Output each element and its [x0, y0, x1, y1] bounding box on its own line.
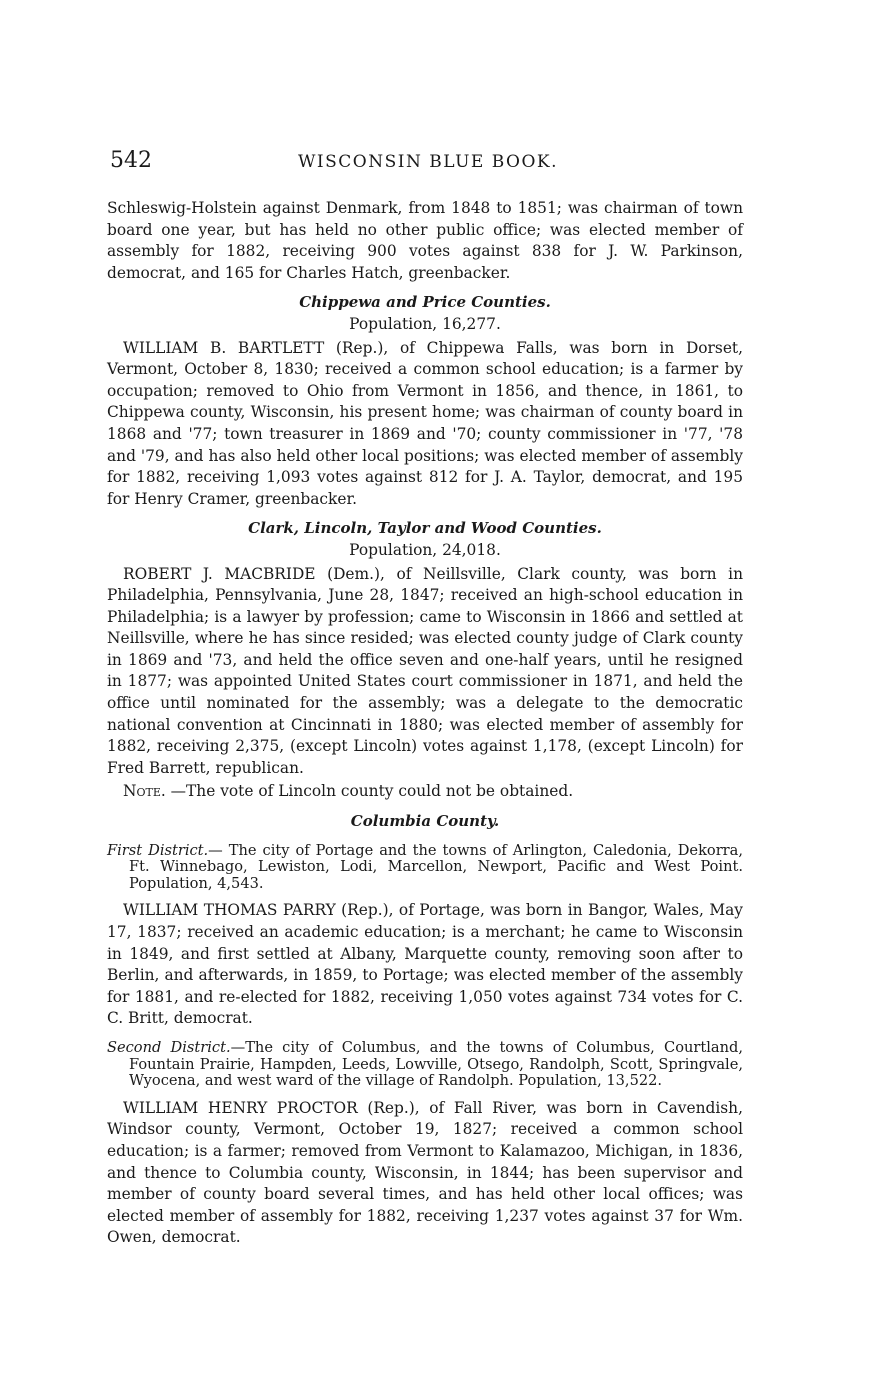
biography-bartlett: WILLIAM B. BARTLETT (Rep.), of Chippewa Falls, was born in Dorset, Vermont, October 8, 1830; received a common school education; is a farmer by occupation; removed to Ohio from Vermont in 1856, and thence, in 1861, to Chippewa county, Wisconsin, his present home; was chairman of county board in 1868 and '77; town treasurer in 1869 and '70; county commissioner in '77, '78 and '79, and has also held other local positions; was elected member of assembly for 1882, receiving 1,093 votes against 812 for J. A. Taylor, democrat, and 195 for Henry Cramer, greenbacker.: [107, 338, 743, 508]
running-title: WISCONSIN BLUE BOOK.: [297, 152, 559, 172]
note: [107, 781, 743, 803]
page-number: 542: [110, 148, 152, 173]
district-first-text: — The city of Portage and the towns of Arlington, Caledonia, Dekorra, Ft. Winnebago, Lewiston, Lodi, Marcellon, Newport, Pacific and West Point. Population, 4,543.: [129, 841, 743, 892]
section-heading-columbia: Columbia County.: [350, 812, 500, 831]
population-chippewa: Population, 16,277.: [349, 314, 501, 333]
district-first: [107, 843, 743, 893]
note-label: Note.: [123, 782, 166, 801]
district-second-label: Second District.: [107, 1038, 231, 1056]
page-header: [110, 148, 746, 178]
district-second-text: —The city of Columbus, and the towns of Columbus, Courtland, Fountain Prairie, Hampden, Leeds, Lowville, Otsego, Randolph, Scott, Springvale, Wyocena, and west ward of the village of Randolph. Population, 13,522.: [129, 1038, 743, 1090]
district-second: [107, 1040, 743, 1090]
biography-parry: WILLIAM THOMAS PARRY (Rep.), of Portage, was born in Bangor, Wales, May 17, 1837; received an academic education; is a merchant; he came to Wisconsin in 1849, and first settled at Albany, Marquette county, removing soon after to Berlin, and afterwards, in 1859, to Portage; was elected member of the assembly for 1881, and re-elected for 1882, receiving 1,050 votes against 734 votes for C. C. Britt, democrat.: [107, 901, 743, 1028]
continued-paragraph: Schleswig-Holstein against Denmark, from 1848 to 1851; was chairman of town board one year, but has held no other public office; was elected member of assembly for 1882, receiving 900 votes against 838 for J. W. Parkinson, democrat, and 165 for Charles Hatch, greenbacker.: [107, 199, 743, 282]
biography-macbride: ROBERT J. MACBRIDE (Dem.), of Neillsville, Clark county, was born in Philadelphia, Pennsylvania, June 28, 1847; received an high-school education in Philadelphia; is a lawyer by profession; came to Wisconsin in 1866 and settled at Neillsville, where he has since resided; was elected county judge of Clark county in 1869 and '73, and held the office seven and one-half years, until he resigned in 1877; was appointed United States court commissioner in 1871, and held the office until nominated for the assembly; was a delegate to the democratic national convention at Cincinnati in 1880; was elected member of assembly for 1882, receiving 2,375, (except Lincoln) votes against 1,178, (except Lincoln) for Fred Barrett, republican.: [107, 564, 743, 777]
population-clark: Population, 24,018.: [349, 540, 501, 559]
biography-proctor: WILLIAM HENRY PROCTOR (Rep.), of Fall River, was born in Cavendish, Windsor county, Vermont, October 19, 1827; received a common school education; is a farmer; removed from Vermont to Kalamazoo, Michigan, in 1836, and thence to Columbia county, Wisconsin, in 1844; has been supervisor and member of county board several times, and has held other local offices; was elected member of assembly for 1882, receiving 1,237 votes against 37 for Wm. Owen, democrat.: [107, 1098, 743, 1247]
note-text: —The vote of Lincoln county could not be obtained.: [165, 782, 574, 801]
section-heading-clark: Clark, Lincoln, Taylor and Wood Counties.: [248, 519, 602, 538]
section-heading-chippewa: Chippewa and Price Counties.: [299, 293, 551, 312]
district-first-label: First District.: [107, 841, 209, 859]
page-body: [107, 198, 743, 1249]
